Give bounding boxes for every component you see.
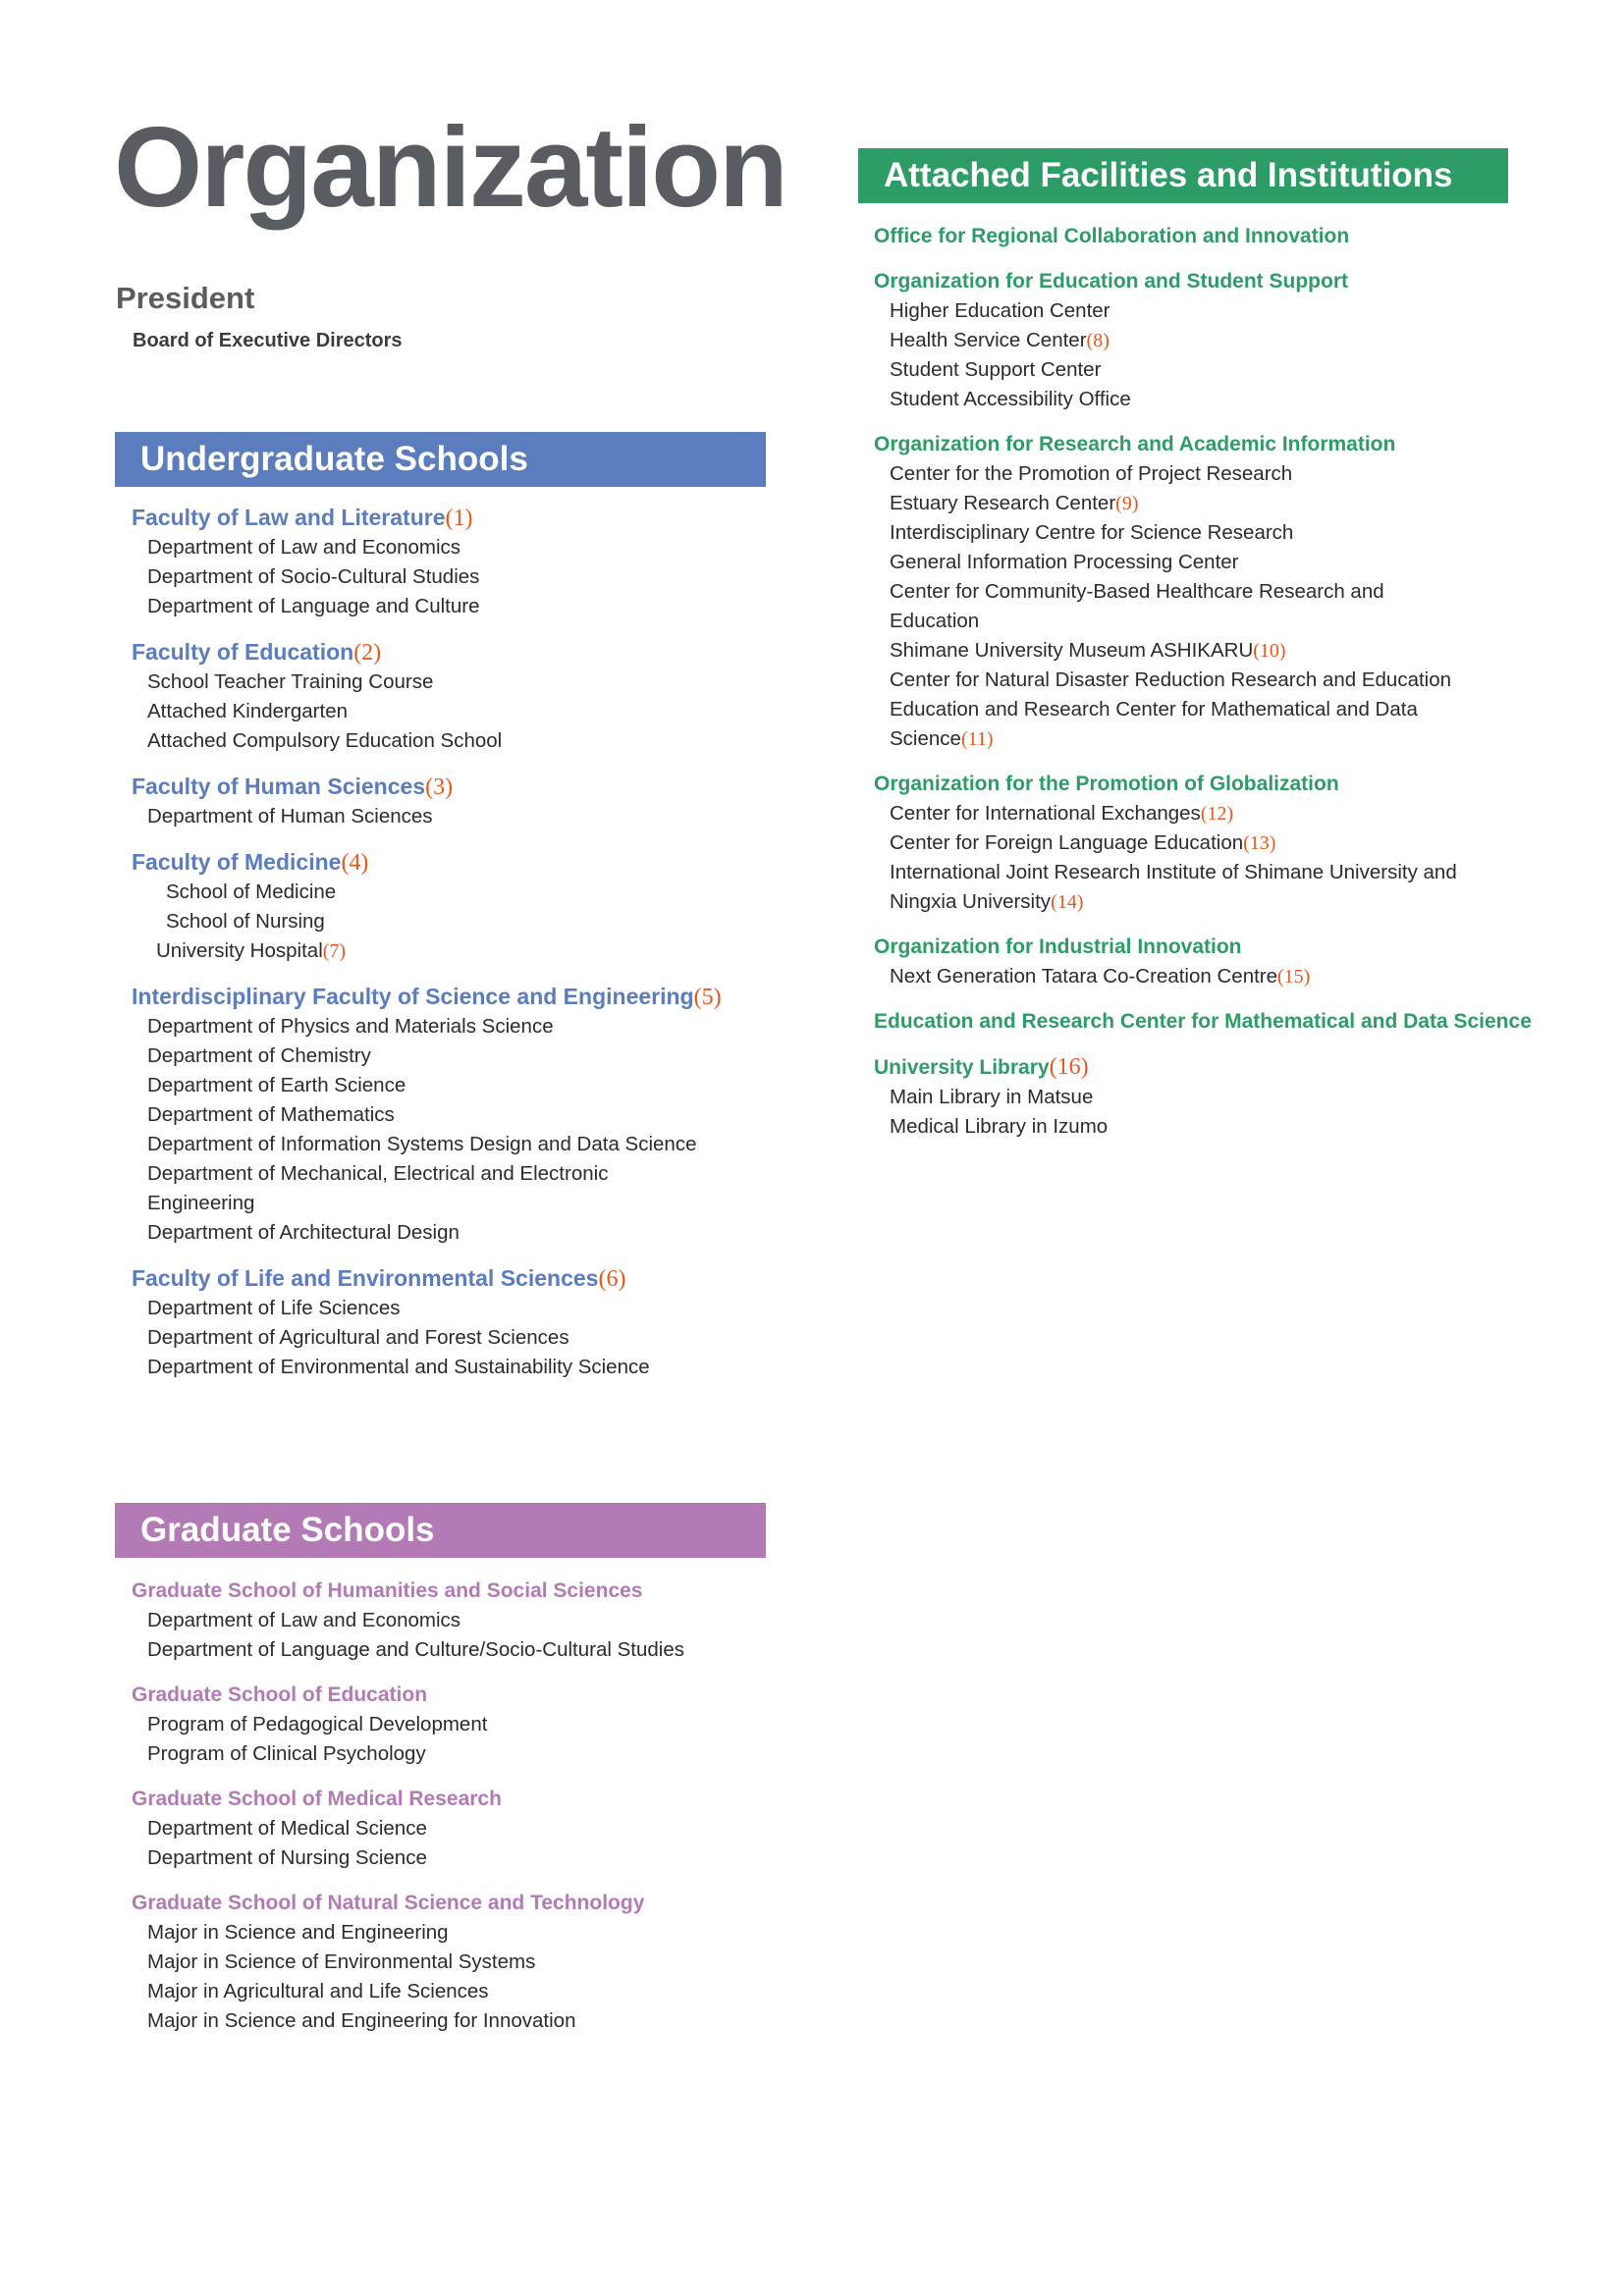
list-item — [874, 355, 1542, 385]
list-item — [874, 828, 1542, 858]
footnote-number: (7) — [322, 940, 347, 962]
list-item — [874, 887, 1542, 917]
list-item — [132, 802, 780, 831]
list-item — [874, 548, 1542, 577]
list-item — [132, 1814, 780, 1843]
list-item — [132, 1918, 780, 1948]
list-item — [132, 562, 780, 592]
group-heading — [132, 1889, 780, 1918]
list-item-label: Department of Life Sciences — [147, 1297, 401, 1319]
group-faculty-of-education — [132, 637, 780, 756]
attached-facilities-list — [874, 222, 1542, 1157]
list-item-label: Department of Medical Science — [147, 1817, 427, 1840]
list-item-label: Higher Education Center — [890, 299, 1110, 322]
group-interdisciplinary-faculty-of-science-and-engineering — [132, 982, 780, 1248]
list-item-label: Center for Community-Based Healthcare Research and — [890, 580, 1384, 603]
list-item — [132, 592, 780, 621]
group-heading — [874, 222, 1542, 251]
list-item-label: Department of Environmental and Sustainability Science — [147, 1356, 650, 1378]
list-item — [132, 1130, 780, 1159]
list-item-label: Ningxia University — [890, 890, 1052, 913]
group-graduate-school-of-education — [132, 1681, 780, 1769]
list-item-label: Education — [890, 610, 980, 632]
list-item-label: Major in Agricultural and Life Sciences — [147, 1980, 489, 2002]
group-heading-label: Organization for Research and Academic Information — [874, 433, 1396, 455]
list-item — [132, 907, 780, 936]
group-heading-label: Faculty of Human Sciences — [132, 774, 426, 799]
group-heading — [132, 1263, 780, 1294]
list-item — [132, 1323, 780, 1353]
list-item-label: Attached Compulsory Education School — [147, 729, 503, 752]
group-heading-label: Faculty of Medicine — [132, 849, 342, 875]
page-title: Organization — [114, 103, 786, 231]
group-heading-label: Organization for Education and Student Support — [874, 270, 1348, 293]
list-item — [132, 726, 780, 756]
footnote-number: (13) — [1243, 832, 1276, 854]
group-heading-label: Faculty of Law and Literature — [132, 505, 446, 530]
group-heading-label: Faculty of Life and Environmental Sciences — [132, 1265, 599, 1291]
list-item-label: Center for International Exchanges — [890, 802, 1201, 825]
group-heading — [874, 430, 1542, 459]
list-item — [132, 1218, 780, 1248]
footnote-number: (14) — [1051, 891, 1084, 913]
list-item-label: General Information Processing Center — [890, 551, 1239, 573]
group-graduate-school-of-natural-science-and-technology — [132, 1889, 780, 2036]
list-item — [874, 695, 1542, 724]
list-item-label: Department of Information Systems Design and Data Science — [147, 1133, 697, 1155]
list-item-label: School of Medicine — [166, 881, 337, 903]
footnote-number: (10) — [1253, 640, 1286, 662]
group-heading-label: Graduate School of Humanities and Social Sciences — [132, 1579, 643, 1602]
list-item-label: Main Library in Matsue — [890, 1086, 1094, 1108]
group-heading — [132, 982, 780, 1012]
group-heading-label: University Library — [874, 1056, 1050, 1079]
group-graduate-school-of-medical-research — [132, 1785, 780, 1873]
undergraduate-schools-list — [132, 503, 780, 1398]
list-item — [132, 1353, 780, 1382]
list-item — [132, 1159, 780, 1189]
list-item — [874, 962, 1542, 991]
list-item — [132, 697, 780, 726]
group-university-library — [874, 1052, 1542, 1142]
list-item — [874, 518, 1542, 548]
group-heading-label: Graduate School of Natural Science and Technology — [132, 1892, 645, 1914]
list-item-label: Center for the Promotion of Project Research — [890, 462, 1293, 485]
list-item-label: Department of Law and Economics — [147, 536, 461, 559]
list-item-label: Department of Law and Economics — [147, 1609, 461, 1631]
list-item — [132, 878, 780, 907]
group-heading — [874, 1052, 1542, 1083]
group-heading-label: Graduate School of Education — [132, 1683, 428, 1706]
list-item — [874, 385, 1542, 414]
list-item-label: Estuary Research Center — [890, 492, 1116, 514]
group-graduate-school-of-humanities-and-social-sciences — [132, 1576, 780, 1665]
list-item-label: Attached Kindergarten — [147, 700, 348, 722]
list-item-label: Department of Socio-Cultural Studies — [147, 565, 480, 588]
list-item-label: Student Support Center — [890, 358, 1102, 381]
list-item-label: Health Service Center — [890, 329, 1087, 351]
list-item — [132, 1977, 780, 2006]
group-heading-label: Office for Regional Collaboration and Innovation — [874, 225, 1350, 247]
list-item-label: Department of Nursing Science — [147, 1846, 427, 1869]
list-item — [132, 1189, 780, 1218]
list-item — [874, 666, 1542, 695]
list-item — [132, 1041, 780, 1071]
list-item-label: Major in Science and Engineering for Innovation — [147, 2009, 576, 2032]
list-item-label: Department of Agricultural and Forest Sciences — [147, 1326, 569, 1349]
list-item — [874, 1112, 1542, 1142]
list-item — [132, 2006, 780, 2036]
group-heading — [132, 1576, 780, 1606]
list-item — [874, 1083, 1542, 1112]
group-heading-label: Education and Research Center for Mathematical and Data Science — [874, 1010, 1532, 1033]
list-item-label: Interdisciplinary Centre for Science Research — [890, 521, 1294, 544]
graduate-schools-banner: Graduate Schools — [115, 1503, 766, 1558]
group-heading — [132, 637, 780, 667]
list-item — [874, 577, 1542, 607]
list-item — [132, 533, 780, 562]
list-item — [132, 667, 780, 697]
group-heading — [132, 772, 780, 802]
footnote-number: (3) — [425, 774, 454, 800]
group-organization-for-education-and-student-support — [874, 267, 1542, 414]
list-item-label: Engineering — [147, 1192, 255, 1214]
group-heading — [874, 770, 1542, 799]
group-heading-label: Interdisciplinary Faculty of Science and Engineering — [132, 984, 694, 1009]
group-heading-label: Organization for the Promotion of Globalization — [874, 773, 1339, 795]
list-item — [874, 724, 1542, 754]
list-item-label: International Joint Research Institute of Shimane University and — [890, 861, 1457, 883]
list-item-label: Major in Science and Engineering — [147, 1921, 449, 1944]
attached-facilities-banner: Attached Facilities and Institutions — [858, 148, 1508, 203]
group-organization-for-research-and-academic-information — [874, 430, 1542, 754]
list-item-label: Medical Library in Izumo — [890, 1115, 1109, 1138]
footnote-number: (4) — [341, 850, 369, 876]
list-item-label: Department of Language and Culture/Socio-Cultural Studies — [147, 1638, 684, 1661]
group-heading — [132, 847, 780, 878]
list-item — [874, 858, 1542, 887]
group-education-and-research-center-for-mathematical-and-data-science — [874, 1007, 1542, 1037]
list-item — [132, 1294, 780, 1323]
group-heading — [132, 1785, 780, 1814]
list-item — [874, 459, 1542, 489]
list-item-label: Department of Mathematics — [147, 1103, 395, 1126]
list-item — [132, 1606, 780, 1635]
group-heading-label: Faculty of Education — [132, 639, 354, 665]
president-heading: President — [116, 281, 255, 315]
graduate-schools-list — [132, 1576, 780, 2052]
undergraduate-schools-banner: Undergraduate Schools — [115, 432, 766, 487]
list-item-label: Student Accessibility Office — [890, 388, 1131, 410]
group-office-for-regional-collaboration-and-innovation — [874, 222, 1542, 251]
group-heading — [874, 933, 1542, 962]
list-item — [132, 936, 780, 966]
list-item-label: Department of Physics and Materials Science — [147, 1015, 554, 1038]
list-item — [132, 1100, 780, 1130]
list-item — [132, 1012, 780, 1041]
footnote-number: (8) — [1086, 330, 1110, 351]
list-item-label: Department of Language and Culture — [147, 595, 480, 617]
list-item — [132, 1710, 780, 1739]
footnote-number: (11) — [960, 728, 994, 750]
list-item-label: Program of Pedagogical Development — [147, 1713, 488, 1735]
list-item — [132, 1739, 780, 1769]
list-item-label: Department of Chemistry — [147, 1044, 371, 1067]
group-organization-for-industrial-innovation — [874, 933, 1542, 991]
list-item-label: Next Generation Tatara Co-Creation Centre — [890, 965, 1278, 988]
list-item-label: Program of Clinical Psychology — [147, 1742, 426, 1765]
list-item — [874, 326, 1542, 355]
list-item — [132, 1843, 780, 1873]
list-item — [874, 296, 1542, 326]
footnote-number: (15) — [1277, 966, 1311, 988]
group-faculty-of-human-sciences — [132, 772, 780, 831]
list-item-label: Education and Research Center for Mathematical and Data — [890, 698, 1418, 721]
list-item-label: School Teacher Training Course — [147, 670, 434, 693]
list-item-label: Center for Foreign Language Education — [890, 831, 1244, 854]
list-item — [874, 799, 1542, 828]
list-item-label: University Hospital — [156, 939, 323, 962]
group-faculty-of-law-and-literature — [132, 503, 780, 621]
footnote-number: (9) — [1115, 493, 1139, 514]
group-faculty-of-life-and-environmental-sciences — [132, 1263, 780, 1382]
footnote-number: (1) — [445, 506, 473, 531]
list-item — [132, 1635, 780, 1665]
footnote-number: (12) — [1200, 803, 1234, 825]
list-item — [132, 1948, 780, 1977]
list-item — [874, 489, 1542, 518]
list-item-label: Department of Mechanical, Electrical and Electronic — [147, 1162, 609, 1185]
list-item-label: Department of Architectural Design — [147, 1221, 460, 1244]
list-item — [874, 607, 1542, 636]
footnote-number: (6) — [598, 1266, 626, 1292]
group-heading — [874, 1007, 1542, 1037]
list-item — [132, 1071, 780, 1100]
board-of-executive-directors: Board of Executive Directors — [133, 330, 403, 351]
group-faculty-of-medicine — [132, 847, 780, 966]
group-heading — [132, 1681, 780, 1710]
group-heading — [132, 503, 780, 533]
group-heading-label: Organization for Industrial Innovation — [874, 935, 1242, 958]
footnote-number: (16) — [1049, 1054, 1089, 1080]
list-item-label: Department of Earth Science — [147, 1074, 406, 1096]
footnote-number: (5) — [693, 985, 722, 1010]
list-item-label: School of Nursing — [166, 910, 325, 933]
footnote-number: (2) — [353, 640, 382, 666]
list-item-label: Center for Natural Disaster Reduction Research and Education — [890, 668, 1452, 691]
list-item-label: Major in Science of Environmental Systems — [147, 1950, 536, 1973]
group-heading-label: Graduate School of Medical Research — [132, 1788, 502, 1810]
group-heading — [874, 267, 1542, 296]
list-item-label: Shimane University Museum ASHIKARU — [890, 639, 1254, 662]
group-organization-for-the-promotion-of-globalization — [874, 770, 1542, 917]
list-item-label: Science — [890, 727, 961, 750]
list-item — [874, 636, 1542, 666]
list-item-label: Department of Human Sciences — [147, 805, 433, 828]
